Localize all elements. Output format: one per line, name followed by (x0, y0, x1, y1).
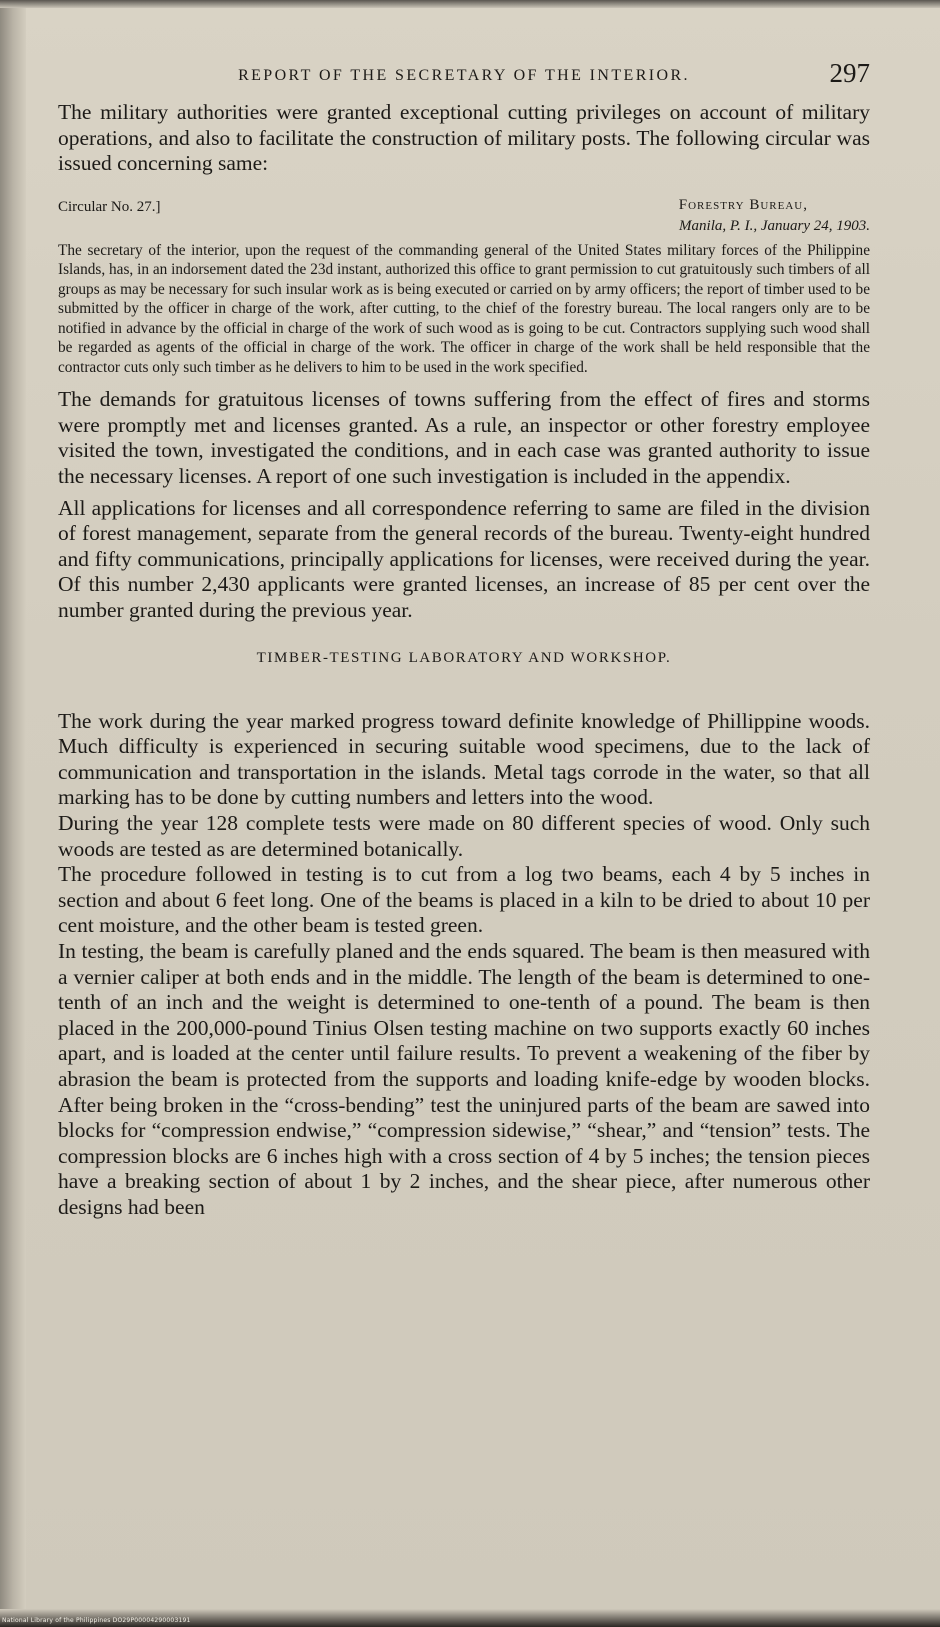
paragraph-applications: All applications for licenses and all correspondence referring to same are filed in the division of forest management, separate from the general records of the bureau. Twenty-eight hundred and fifty communications, principally applications for licenses, were received during the year. Of this number 2,430 applicants were granted licenses, an increase of 85 per cent over the number granted during the previous year. (58, 495, 870, 623)
page-binding-shadow (0, 0, 26, 1627)
circular-number: Circular No. 27.] (58, 198, 161, 215)
section-title: TIMBER-TESTING LABORATORY AND WORKSHOP. (256, 649, 672, 666)
paragraph-tests-count: During the year 128 complete tests were made on 80 different species of wood. Only such woods are tested as are determined botanically. (58, 811, 870, 861)
circular-heading (58, 191, 870, 241)
running-header (58, 60, 870, 100)
circular-bureau: Forestry Bureau, (678, 196, 808, 213)
scan-stamp: National Library of the Philippines DO29P00004290003191 (2, 1617, 191, 1624)
page-top-edge (0, 0, 940, 8)
page-number: 297 (829, 58, 870, 88)
page-content (58, 60, 870, 1221)
paragraph-testing-method: In testing, the beam is carefully planed and the ends squared. The beam is then measured with a vernier caliper at both ends and in the middle. The length of the beam is determined to one-tenth of an inch and the weight is determined to one-tenth of a pound. The beam is then placed in the 200,000-pound Tinius Olsen testing machine on two supports exactly 60 inches apart, and is loaded at the center until failure results. To prevent a weakening of the fiber by abrasion the beam is protected from the supports and loading knife-edge by wooden blocks. After being broken in the “cross-bending” test the uninjured parts of the beam are sawed into blocks for “compression endwise,” “compression sidewise,” “shear,” and “tension” tests. The compression blocks are 6 inches high with a cross section of 4 by 5 inches; the tension pieces have a breaking section of about 1 by 2 inches, and the shear piece, after numerous other designs had been (58, 938, 870, 1219)
paragraph-work-progress: The work during the year marked progress toward definite knowledge of Phillippine woods. Much difficulty is experienced in securing suitable wood specimens, due to the lack of communication and transportation in the islands. Metal tags corrode in the water, so that all marking has to be done by cutting numbers and letters into the wood. (58, 708, 870, 810)
circular-body: The secretary of the interior, upon the request of the commanding general of the United States military forces of the Philippine Islands, has, in an indorsement dated the 23d instant, authorized this office to grant permission to cut gratuitously such timbers of all groups as may be necessary for such insular work as is being executed or carried on by army officers; the report of timber used to be submitted by the officer in charge of the work, after cutting, to the chief of the forestry bureau. The local rangers only are to be notified in advance by the official in charge of the work of such wood as is going to be cut. Contractors supplying such wood shall be regarded as agents of the official in charge of the work. The officer in charge of the work shall be held responsible that the contractor cuts only such timber as he delivers to him to be used in the work specified. (58, 241, 870, 376)
running-title: REPORT OF THE SECRETARY OF THE INTERIOR. (238, 67, 690, 84)
paragraph-gratuitous-licenses: The demands for gratuitous licenses of towns suffering from the effect of fires and storms were promptly met and licenses granted. As a rule, an inspector or other forestry employee visited the town, investigated the conditions, and in each case was granted authority to issue the necessary licenses. A report of one such investigation is included in the appendix. (58, 387, 870, 489)
paragraph-procedure: The procedure followed in testing is to cut from a log two beams, each 4 by 5 inches in section and about 6 feet long. One of the beams is placed in a kiln to be dried to about 10 per cent moisture, and the other beam is tested green. (58, 862, 870, 938)
paragraph-military-privileges: The military authorities were granted exceptional cutting privileges on account of military operations, and also to facilitate the construction of military posts. The following circular was issued concerning same: (58, 100, 870, 176)
circular-place-date: Manila, P. I., January 24, 1903. (679, 217, 870, 234)
